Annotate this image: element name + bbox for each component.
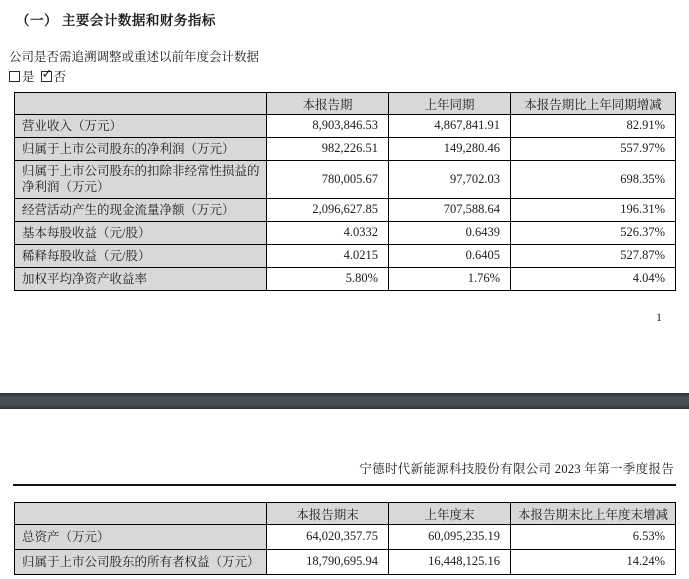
row-prior: 149,280.46: [389, 138, 511, 161]
row-label: 总资产（万元）: [15, 525, 267, 550]
restatement-note: 公司是否需追溯调整或重述以前年度会计数据: [9, 50, 260, 64]
row-label: 归属于上市公司股东的净利润（万元）: [15, 138, 267, 161]
header-blank: [15, 93, 267, 115]
table-row: [15, 525, 676, 550]
table-header-row: [15, 503, 676, 525]
restatement-choice: [9, 67, 72, 85]
table-row: [15, 550, 676, 575]
table-row: [15, 115, 676, 138]
row-change: 82.91%: [511, 115, 676, 138]
row-prior: 60,095,235.19: [389, 525, 511, 550]
row-current: 982,226.51: [267, 138, 389, 161]
row-prior: 1.76%: [389, 268, 511, 291]
header-period-end: 本报告期末: [267, 503, 389, 525]
row-current: 64,020,357.75: [267, 525, 389, 550]
row-prior: 0.6405: [389, 245, 511, 268]
table-row: [15, 245, 676, 268]
key-financials-table: [14, 92, 676, 291]
table-row: [15, 161, 676, 199]
checkbox-no-label: 否: [53, 70, 67, 84]
row-change: 527.87%: [511, 245, 676, 268]
checkbox-no-group: [41, 67, 67, 84]
row-change: 4.04%: [511, 268, 676, 291]
row-change: 557.97%: [511, 138, 676, 161]
table-row: [15, 138, 676, 161]
row-prior: 4,867,841.91: [389, 115, 511, 138]
row-change: 14.24%: [511, 550, 676, 575]
row-change: 526.37%: [511, 222, 676, 245]
header-change: 本报告期末比上年度末增减: [511, 503, 676, 525]
row-prior: 97,702.03: [389, 161, 511, 199]
row-current: 8,903,846.53: [267, 115, 389, 138]
header-rule: [13, 484, 676, 486]
table-row: [15, 199, 676, 222]
header-change: 本报告期比上年同期增减: [511, 93, 676, 115]
header-current-period: 本报告期: [267, 93, 389, 115]
row-prior: 0.6439: [389, 222, 511, 245]
header-prior-period: 上年同期: [389, 93, 511, 115]
row-prior: 16,448,125.16: [389, 550, 511, 575]
page-separator-bar: [0, 393, 689, 409]
row-label: 基本每股收益（元/股）: [15, 222, 267, 245]
header-blank: [15, 503, 267, 525]
row-label: 经营活动产生的现金流量净额（万元）: [15, 199, 267, 222]
balance-summary-table: [14, 502, 676, 575]
checkbox-unchecked-icon: [9, 71, 20, 82]
row-label: 归属于上市公司股东的扣除非经常性损益的净利润（万元）: [15, 161, 267, 199]
table-row: [15, 222, 676, 245]
checkmark-icon: ✓: [41, 67, 53, 82]
checkbox-checked-icon: [41, 67, 53, 82]
checkbox-yes-label: 是: [22, 70, 35, 84]
table-header-row: [15, 93, 676, 115]
row-label: 归属于上市公司股东的所有者权益（万元）: [15, 550, 267, 575]
row-prior: 707,588.64: [389, 199, 511, 222]
row-current: 5.80%: [267, 268, 389, 291]
row-current: 4.0332: [267, 222, 389, 245]
row-current: 780,005.67: [267, 161, 389, 199]
row-label: 稀释每股收益（元/股）: [15, 245, 267, 268]
section-title: （一） 主要会计数据和财务指标: [16, 13, 216, 28]
row-label: 营业收入（万元）: [15, 115, 267, 138]
row-current: 2,096,627.85: [267, 199, 389, 222]
row-change: 196.31%: [511, 199, 676, 222]
page-number: 1: [656, 310, 662, 324]
row-current: 4.0215: [267, 245, 389, 268]
row-change: 6.53%: [511, 525, 676, 550]
header-prior-year-end: 上年度末: [389, 503, 511, 525]
row-label: 加权平均净资产收益率: [15, 268, 267, 291]
row-change: 698.35%: [511, 161, 676, 199]
report-header: 宁德时代新能源科技股份有限公司 2023 年第一季度报告: [359, 462, 674, 476]
table-row: [15, 268, 676, 291]
row-current: 18,790,695.94: [267, 550, 389, 575]
checkbox-yes-group: [9, 70, 35, 84]
